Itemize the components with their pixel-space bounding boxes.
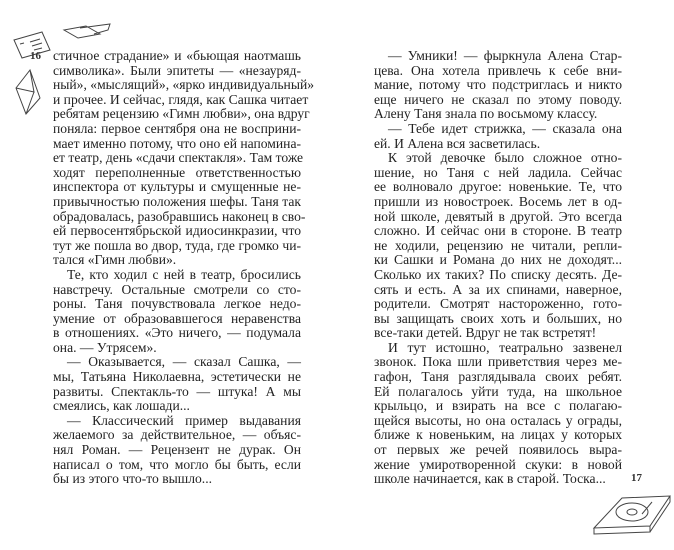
text-line: — Тебе идет стрижка, — сказала она <box>388 120 622 136</box>
text-line: родители. Смотрят настороженно, гото- <box>374 296 622 312</box>
text-line: крыльцо, и взирать на все с полагаю- <box>374 398 622 414</box>
text-line: нял Роман. — Рецензент не дурак. Он <box>53 442 301 458</box>
text-line: привычностью положения шефы. Таня так <box>53 193 301 209</box>
text-line: навстречу. Остальные смотрели со сто- <box>53 281 301 297</box>
text-line: инспектора от культуры и смущенные не- <box>53 179 301 195</box>
text-line: ный», «мыслящий», «ярко индивидуальный» <box>53 77 315 93</box>
text-line: мает именно потому, что оно ей напомина- <box>53 135 302 151</box>
text-line: тался «Гимн любви». <box>53 252 177 268</box>
text-line: все-таки детей. Вдруг не так встретят! <box>374 325 597 341</box>
text-line: она. — Утрясем». <box>53 339 157 355</box>
text-line: ребятам рецензию «Гимн любви», она вдруг <box>53 106 310 122</box>
text-line: еще ничего не сказал по этому поводу. <box>374 91 622 107</box>
text-line: символика». Были эпитеты — «незауряд- <box>53 62 301 78</box>
text-line: ной школе, девятый в другой. Это всегда <box>374 208 622 224</box>
text-line: сложно. И сейчас они в стороне. В театр <box>374 223 622 239</box>
text-line: роны. Таня почувствовала легкое недо- <box>53 296 301 312</box>
right-page-text <box>374 49 622 487</box>
text-line: ки Сашки и Романа до них не доходят... <box>374 252 622 268</box>
text-line: щейся высоты, но она осталась у ограды, <box>374 412 622 428</box>
text-line: ближе к новеньким, на лицах у которых <box>374 427 622 443</box>
text-line: ей первосентябрьской идиосинкразии, что <box>53 223 301 239</box>
text-line: стичное страдание» и «бьющая наотмашь <box>53 48 301 63</box>
text-line: тут же пошла во двор, туда, где громко чи- <box>53 237 301 253</box>
text-line: написал о том, что могло бы быть, если <box>53 456 301 472</box>
record-player-icon <box>592 490 672 550</box>
text-line: не ходили, рецензию не читали, репли- <box>374 237 622 253</box>
left-page-text <box>53 48 315 487</box>
text-line: Сколько их таких? По списку десять. Де- <box>374 266 622 282</box>
text-line: смеялись, как лошади... <box>53 398 190 414</box>
text-line: — Классический пример выдавания <box>67 412 301 428</box>
text-line: ее волновало другое: новенькие. Те, что <box>374 179 622 195</box>
text-line: И тут истошно, театрально зазвенел <box>388 339 622 355</box>
text-line: ет театр, день «сдачи спектакля». Там тоже <box>53 150 304 166</box>
text-line: школе начинается, как в старой. Тоска... <box>374 471 606 487</box>
text-line: К этой девочке было сложное отно- <box>388 150 622 166</box>
text-line: — Оказывается, — сказал Сашка, — <box>67 354 301 370</box>
text-line: сять и есть. А за их спинами, наверное, <box>374 281 622 297</box>
text-line: от первых же речей появилось выра- <box>374 442 622 458</box>
page-number-left: 16 <box>30 50 41 62</box>
text-line: — Умники! — фыркнула Алена Стар- <box>388 48 622 63</box>
text-line: мание, потому что подстриглась и никто <box>374 77 622 93</box>
text-line: цева. Она хотела привлечь к себе вни- <box>374 62 622 78</box>
text-line: и прочее. И сейчас, глядя, как Сашка читает <box>53 91 309 107</box>
text-line: ходят переполненные ответственностью <box>53 164 301 180</box>
text-line: жение умиротворенной скуки: в новой <box>374 456 622 472</box>
text-line: обрадовалась, разобравшись наконец в сво- <box>53 208 306 224</box>
text-line: поняла: первое сентября она не восприни- <box>53 120 301 136</box>
text-line: желаемого за действительное, — объяс- <box>53 427 301 443</box>
text-line: пришли из новостроек. Восемь лет в од- <box>374 193 622 209</box>
text-line: гафон, Таня разглядывала своих ребят. <box>374 369 622 385</box>
text-line: вы защищать своих хоть и больших, но <box>374 310 622 326</box>
text-line: звонок. Пока шли приветствия через ме- <box>374 354 622 370</box>
text-line: мы, Татьяна Николаевна, эстетически не <box>53 369 301 385</box>
text-line: Алену Таня знала по восьмому классу. <box>374 106 598 122</box>
text-line: развиты. Спектакль-то — штука! А мы <box>53 383 301 399</box>
text-line: бы из этого что-то вышло... <box>53 471 212 487</box>
text-line: шение, но Таня с ней ладила. Сейчас <box>374 164 622 180</box>
text-line: ей. И Алена вся засветилась. <box>374 135 541 151</box>
page-number-right: 17 <box>631 472 642 484</box>
text-line: в отношениях. «Это ничего, — подумала <box>53 325 301 341</box>
text-line: Ей полагалось уйти туда, на школьное <box>374 383 622 399</box>
text-line: умение от образовавшегося неравенства <box>53 310 301 326</box>
text-line: Те, кто ходил с ней в театр, бросились <box>67 266 301 282</box>
